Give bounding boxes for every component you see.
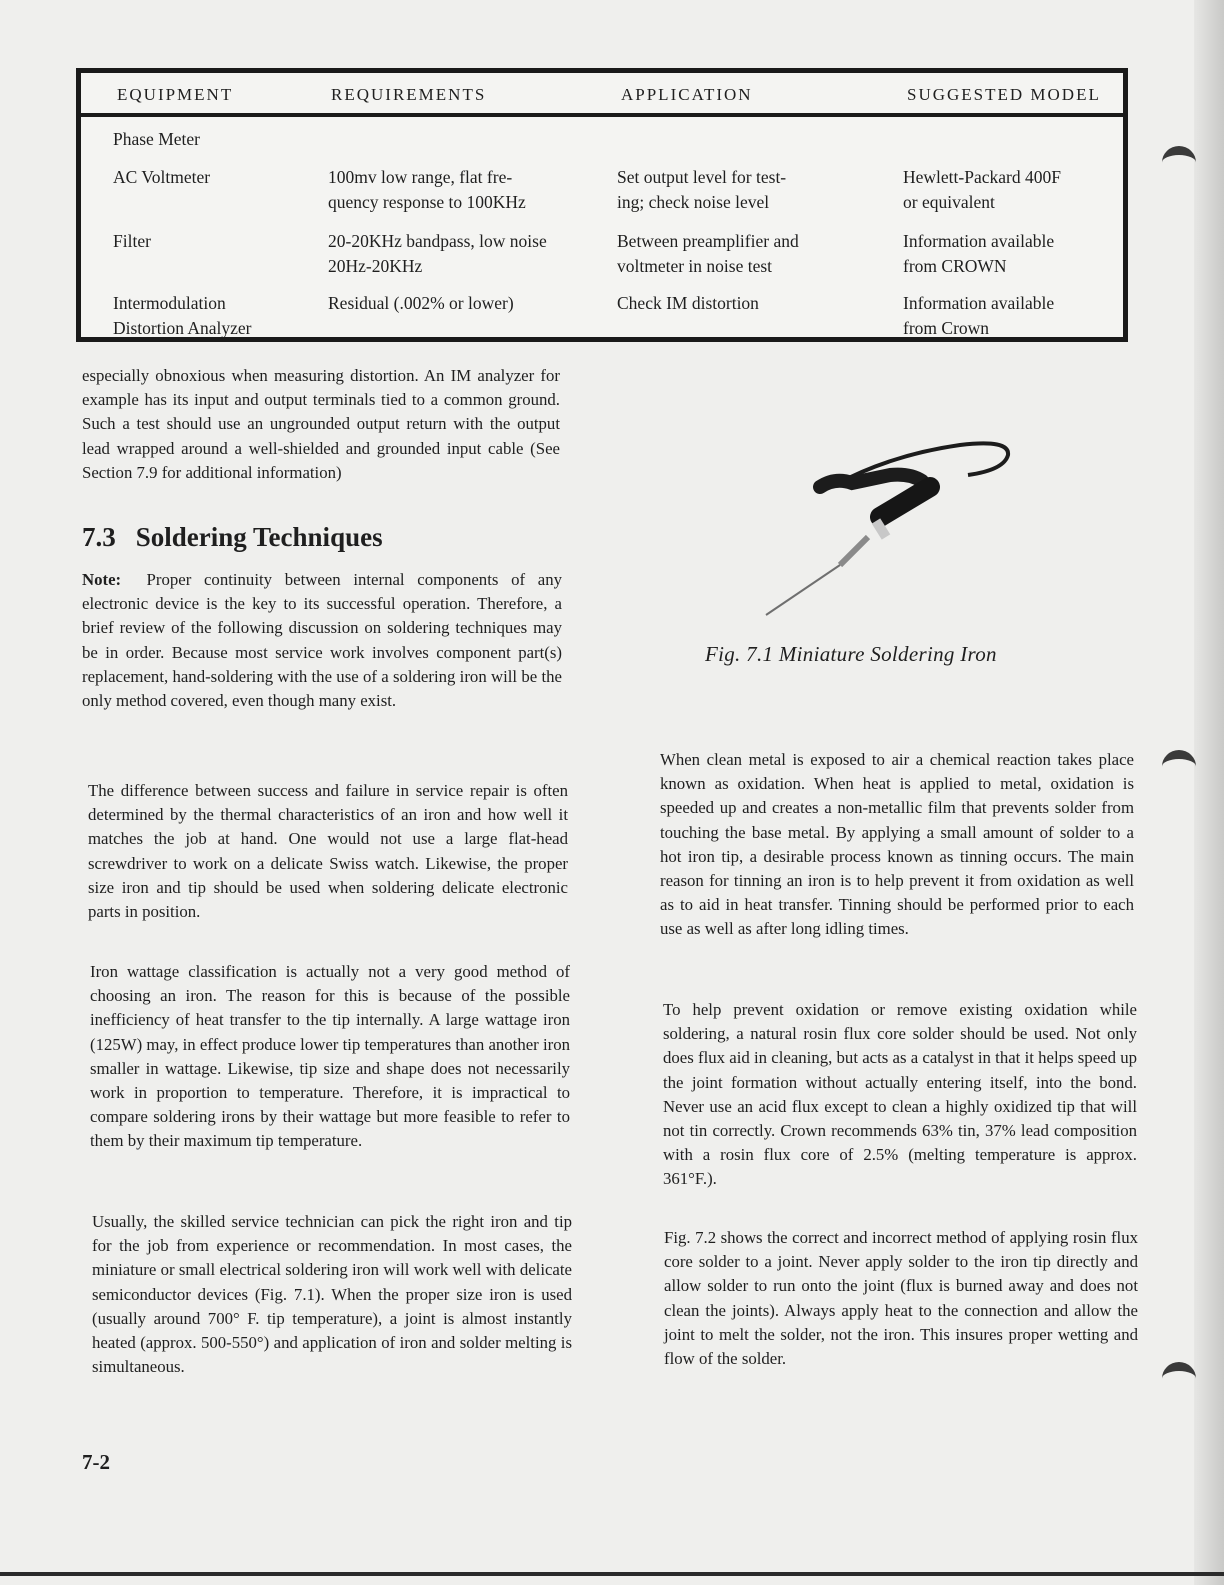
header-requirements: REQUIREMENTS [331,85,487,104]
note-label: Note: [82,570,122,589]
iron-tip [766,565,840,615]
page-number: 7-2 [82,1450,110,1474]
cell-model: Hewlett-Packard 400F or equivalent [903,167,1061,212]
paragraph-oxidation: When clean metal is exposed to air a chemical reaction takes place known as oxidation. When heat is applied to metal, oxidation is speeded up and creates a non-metallic film that prevents solder from touching the base metal. By applying a small amount of solder to a hot iron tip, a desirable process known as tinning occurs. The main reason for tinning an iron is to help prevent it from oxidation as well as to aid in heat transfer. Tinning should be performed prior to each use as well as after long idling times. [660,750,1134,939]
iron-barrel [840,537,868,565]
section-heading [82,522,383,553]
cell-equipment: Filter [113,231,151,251]
paragraph-thermal: The difference between success and failure in service repair is often determined by the thermal characteristics of an iron and how well it matches the job at hand. One would not use a large flat-head screwdriver to work on a delicate Swiss watch. Likewise, the proper size iron and tip should be used when soldering delicate electronic parts in position. [88,781,568,922]
page-edge-shadow [1194,0,1224,1585]
cell-equipment: AC Voltmeter [113,167,211,187]
header-equipment: EQUIPMENT [117,85,234,104]
paragraph-technician: Usually, the skilled service technician can pick the right iron and tip for the job from experience or recommendation. In most cases, the miniature or small electrical soldering iron will work well with delicate semiconductor devices (Fig. 7.1). When the proper size iron is used (usually around 700° F. tip temperature), a joint is almost instantly heated (approx. 500-550°) and application of iron and solder melting is simultaneous. [92,1212,572,1377]
soldering-iron-illustration [740,425,1030,625]
intro-paragraph: especially obnoxious when measuring distortion. An IM analyzer for example has its input and output terminals tied to a common ground. Such a test should use an ungrounded output return with the output lead wrapped around a well-shielded and grounded input cable (See Section 7.9 for additional information) [82,366,560,482]
header-application: APPLICATION [621,85,753,104]
note-text: Proper continuity between internal components of any electronic device is the key to its successful operation. Therefore, a brief review of the following discussion on soldering techniques may be in order. Because most service work involves component part(s) replacement, hand-soldering with the use of a soldering iron will be the only method covered, even though many exist. [82,570,562,711]
cell-application: Between preamplifier and voltmeter in noise test [617,231,799,276]
bottom-rule [0,1572,1224,1576]
cell-model: Information available from CROWN [903,231,1055,276]
section-number: 7.3 [82,522,116,552]
cell-requirements: Residual (.002% or lower) [328,293,514,313]
figure-caption: Fig. 7.1 Miniature Soldering Iron [705,642,997,666]
section-title: Soldering Techniques [135,522,383,552]
paragraph-solder-method: Fig. 7.2 shows the correct and incorrect method of applying rosin flux core solder to a joint. Never apply solder to the iron tip directly and allow solder to run onto the joint (flux is burned away and does not clean the joints). Always apply heat to the connection and allow the joint to melt the solder, not the iron. This insures proper wetting and flow of the solder. [664,1228,1138,1369]
binder-tab-2 [1162,750,1196,783]
cell-model: Information available from Crown [903,293,1055,338]
paragraph-flux: To help prevent oxidation or remove existing oxidation while soldering, a natural rosin flux core solder should be used. Not only does flux aid in cleaning, but acts as a catalyst in that it helps speed up the joint formation without actually entering itself, into the bond. Never use an acid flux except to clean a highly oxidized tip that will not tin correctly. Crown recommends 63% tin, 37% lead composition with a rosin flux core of 2.5% (melting temperature is approx. 361°F.). [663,1000,1137,1189]
binder-tab-1 [1162,146,1196,179]
cell-equipment: Phase Meter [113,129,200,149]
paragraph-wattage: Iron wattage classification is actually not a very good method of choosing an iron. The reason for this is because of the possible inefficiency of heat transfer to the tip internally. A large wattage iron (125W) may, in effect produce lower tip temperatures than another iron smaller in wattage. Likewise, tip size and shape does not necessarily work in proportion to temperature. Therefore, it is impractical to compare soldering irons by their wattage but more feasible to refer to them by their maximum tip temperature. [90,962,570,1151]
soldering-iron-figure [740,425,1030,625]
note-paragraph [82,568,562,713]
cell-equipment: Intermodulation Distortion Analyzer [113,293,252,338]
binder-tab-3 [1162,1362,1196,1395]
cell-requirements: 100mv low range, flat fre- quency response to 100KHz [328,167,526,212]
table-header [81,73,1123,117]
cell-requirements: 20-20KHz bandpass, low noise 20Hz-20KHz [328,231,547,276]
iron-cord-sleeve [820,475,922,487]
cell-application: Set output level for test- ing; check noise level [617,167,787,212]
equipment-table [76,68,1128,342]
cell-application: Check IM distortion [617,293,759,313]
iron-handle [880,487,930,517]
header-suggested-model: SUGGESTED MODEL [907,85,1101,104]
